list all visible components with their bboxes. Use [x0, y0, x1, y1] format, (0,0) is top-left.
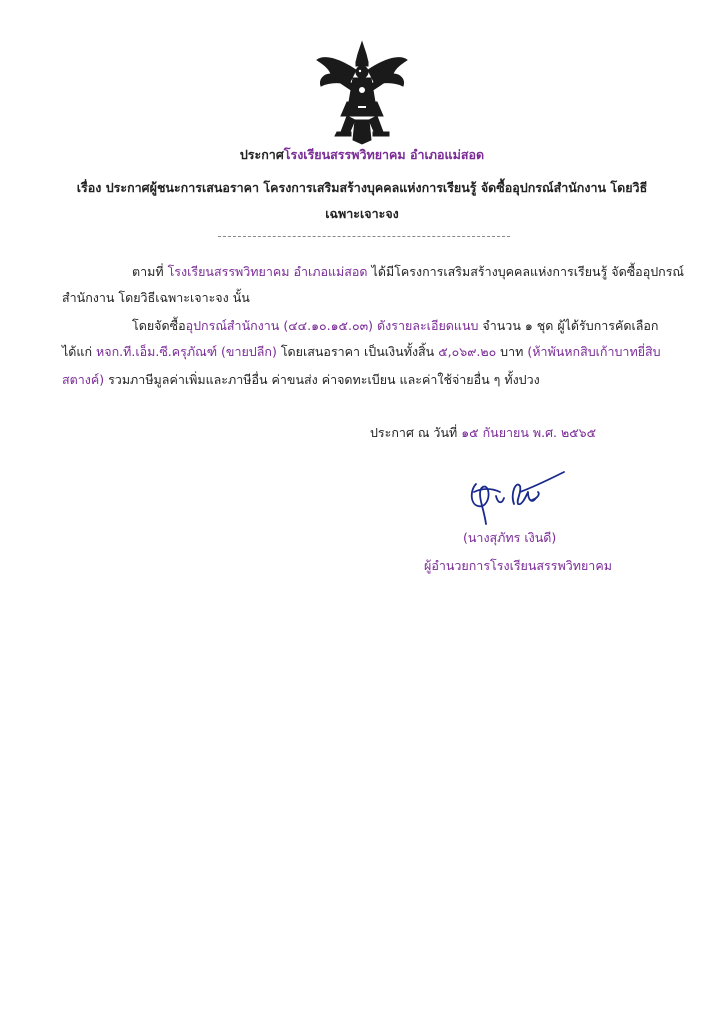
announcement-title — [0, 147, 724, 163]
subject-line-1: เรื่อง ประกาศผู้ชนะการเสนอราคา โครงการเสริมสร้างบุคคลแห่งการเรียนรู้ จัดซื้ออุปกรณ์สำนักงาน โดยวิธี — [76, 180, 648, 195]
amount-words-2: สตางค์) — [62, 372, 105, 387]
para2-prefix: โดยจัดซื้อ — [132, 318, 186, 333]
announcement-date — [370, 425, 596, 441]
announce-prefix: ประกาศ ณ วันที่ — [370, 425, 462, 440]
announce-date-value: ๑๕ กันยายน พ.ศ. ๒๕๖๕ — [461, 425, 597, 440]
signature-icon — [466, 470, 570, 526]
para2-line2-prefix: ได้แก่ — [62, 344, 97, 359]
para2-line3-suffix: รวมภาษีมูลค่าเพิ่มและภาษีอื่น ค่าขนส่ง ค่าจดทะเบียน และค่าใช้จ่ายอื่น ๆ ทั้งปวง — [104, 372, 540, 387]
paragraph-2-line-3 — [62, 372, 540, 388]
para2-suffix: จำนวน ๑ ชุด ผู้ได้รับการคัดเลือก — [478, 318, 659, 333]
amount: ๕,๐๖๙.๒๐ — [438, 344, 497, 359]
paragraph-1-line-1 — [132, 264, 684, 280]
vendor-name: หจก.ที.เอ็ม.ซี.ครุภัณฑ์ (ขายปลีก) — [96, 344, 277, 359]
subject-line-2: เฉพาะเจาะจง — [325, 206, 399, 221]
amount-unit: บาท — [496, 344, 528, 359]
signer-title: ผู้อำนวยการโรงเรียนสรรพวิทยาคม — [424, 558, 612, 573]
garuda-emblem-icon — [313, 40, 411, 146]
signer-name: (นางสุภัทร เงินดี) — [463, 530, 557, 545]
amount-words-1: (ห้าพันหกสิบเก้าบาทยี่สิบ — [527, 344, 661, 359]
para1-suffix: ได้มีโครงการเสริมสร้างบุคคลแห่งการเรียนรู้ จัดซื้ออุปกรณ์ — [367, 264, 685, 279]
paragraph-1-line-2: สำนักงาน โดยวิธีเฉพาะเจาะจง นั้น — [62, 290, 250, 305]
paragraph-2-line-2 — [62, 344, 661, 360]
para1-prefix: ตามที่ — [132, 264, 168, 279]
para2-line2-mid: โดยเสนอราคา เป็นเงินทั้งสิ้น — [276, 344, 439, 359]
para1-school: โรงเรียนสรรพวิทยาคม อำเภอแม่สอด — [167, 264, 368, 279]
school-name: โรงเรียนสรรพวิทยาคม อำเภอแม่สอด — [283, 147, 485, 162]
title-prefix: ประกาศ — [239, 147, 284, 162]
divider — [218, 236, 510, 237]
para2-item: อุปกรณ์สำนักงาน (๔๔.๑๐.๑๕.๐๓) ดังรายละเอียดแนบ — [185, 318, 479, 333]
paragraph-2-line-1 — [132, 318, 659, 334]
